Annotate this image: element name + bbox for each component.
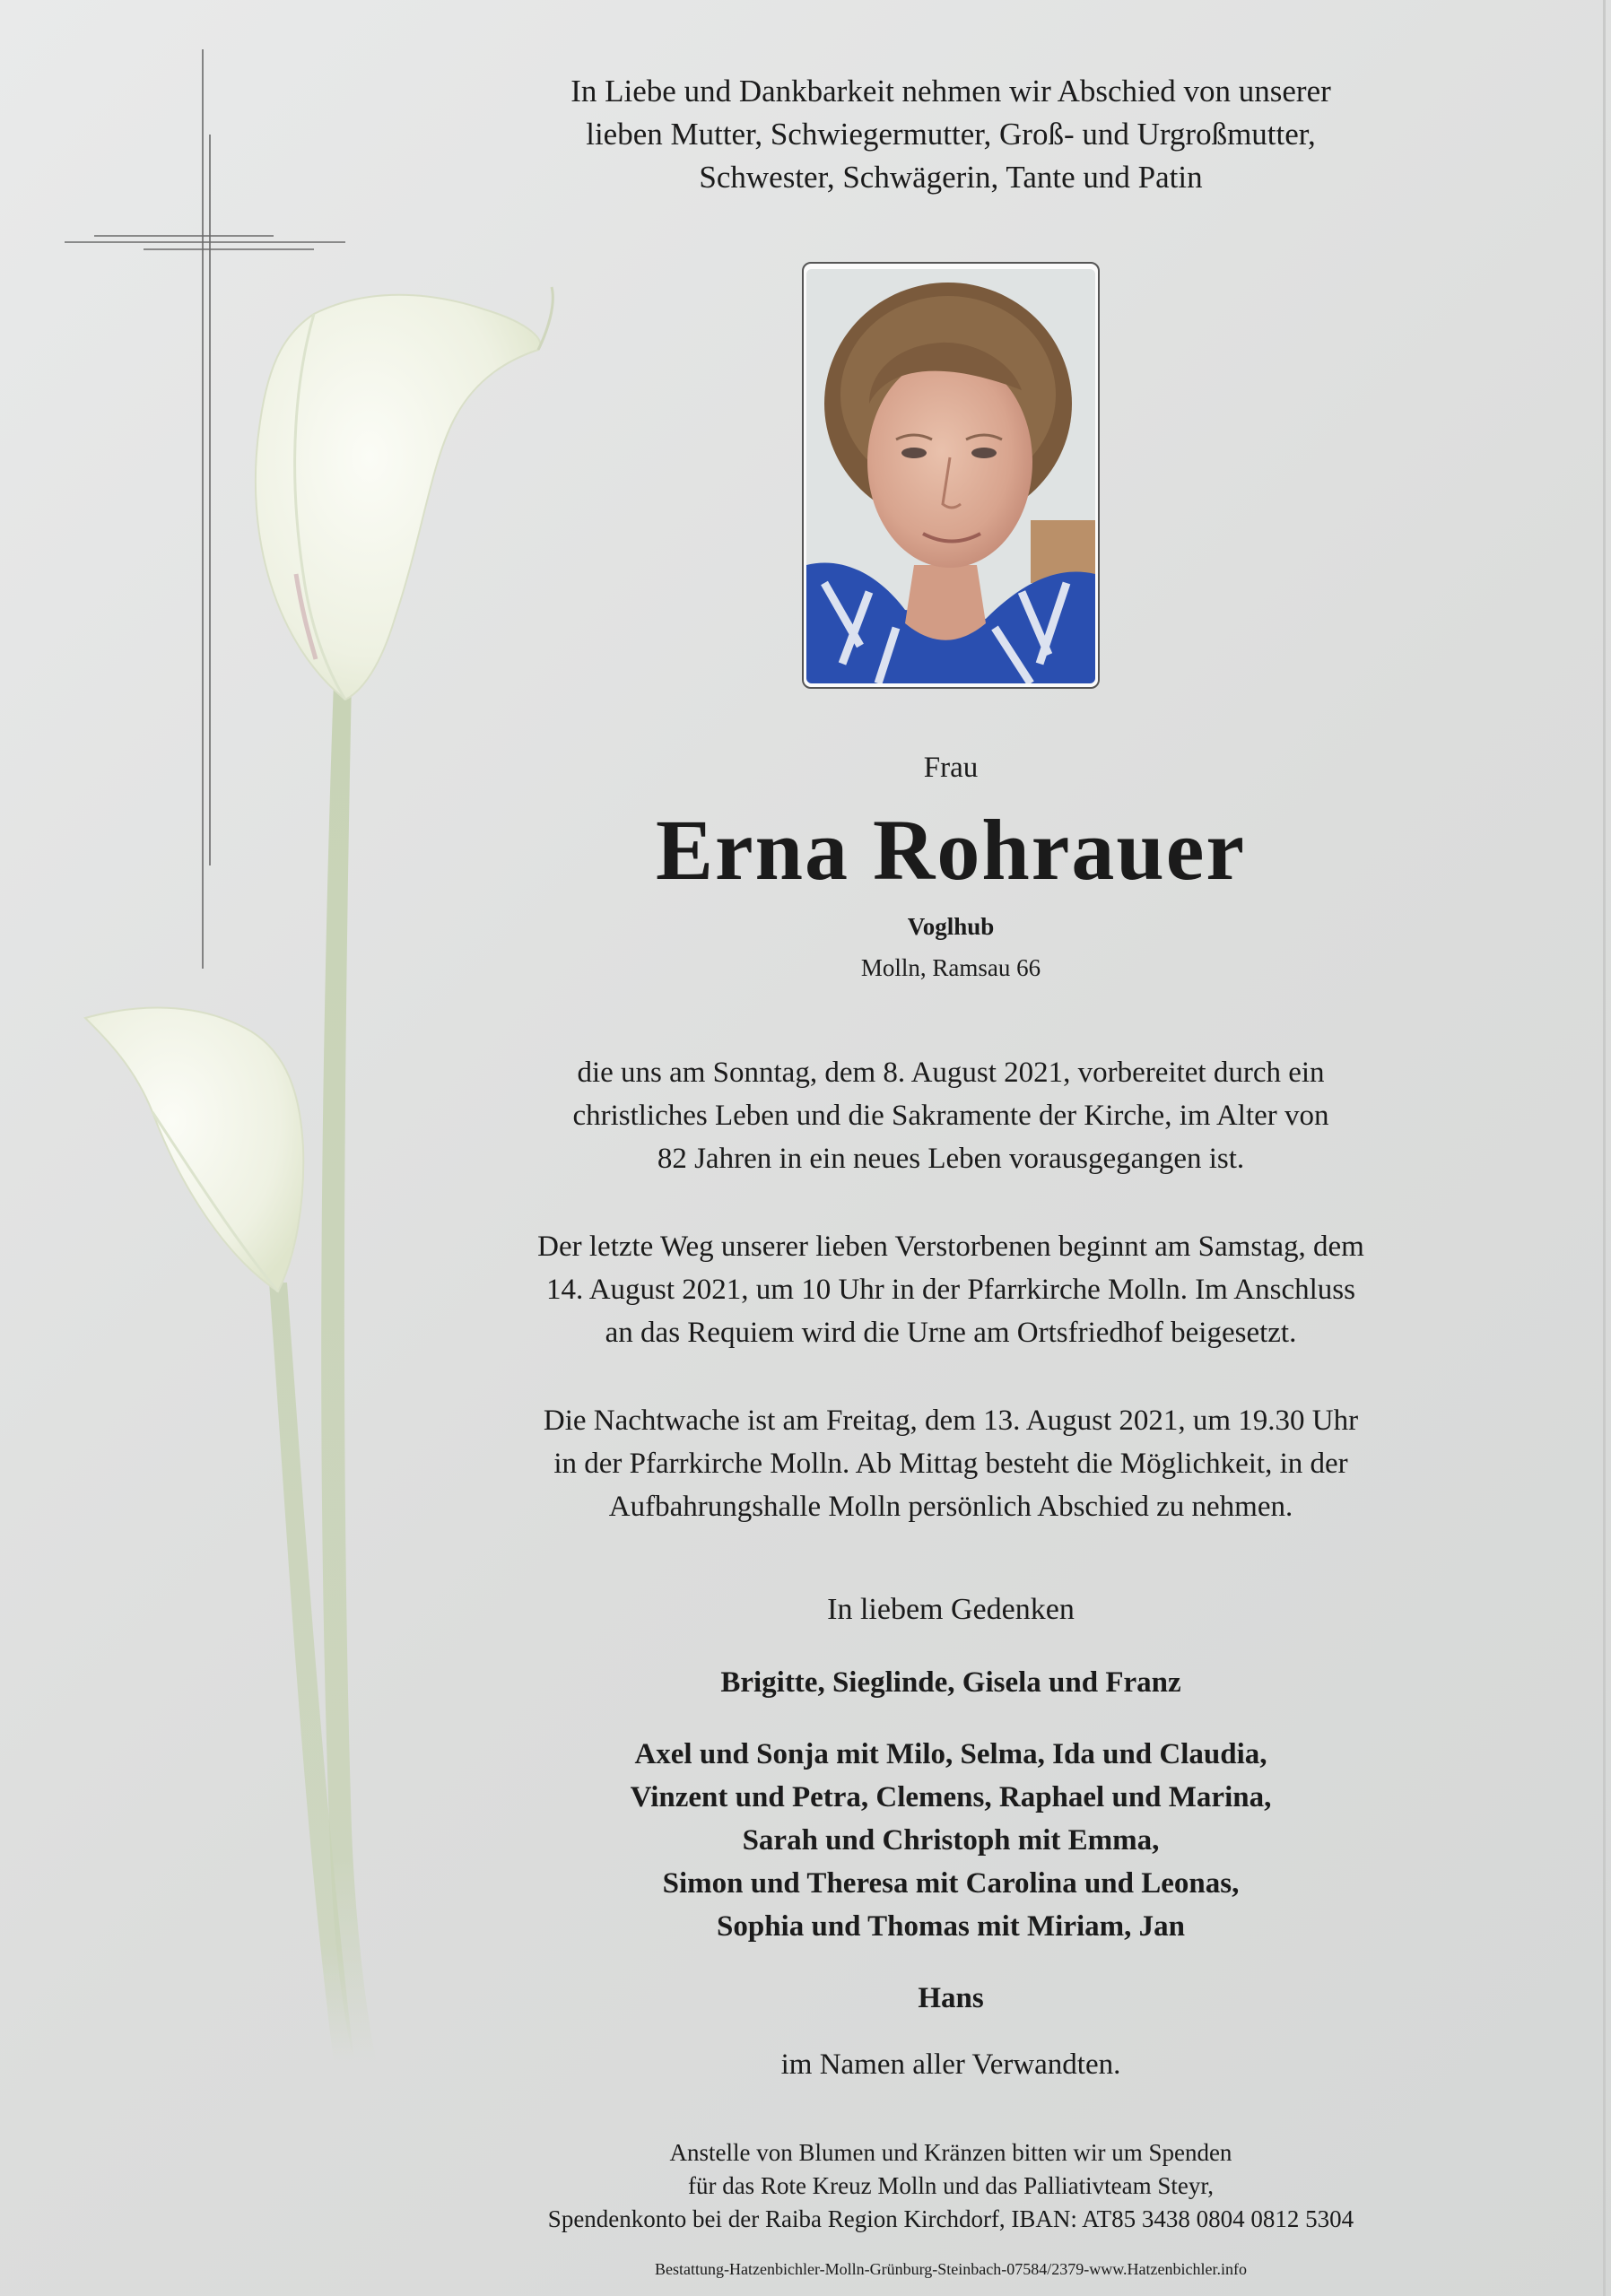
- vigil-paragraph: [377, 1399, 1525, 1528]
- donation-line: Anstelle von Blumen und Kränzen bitten wir um Spenden: [669, 2139, 1232, 2166]
- text-line: Aufbahrungshalle Molln persönlich Abschied zu nehmen.: [608, 1491, 1293, 1523]
- family-line: Simon und Theresa mit Carolina und Leonas,: [662, 1867, 1240, 1900]
- family-children: Brigitte, Sieglinde, Gisela und Franz: [720, 1666, 1181, 1699]
- intro-line: Schwester, Schwägerin, Tante und Patin: [699, 160, 1203, 195]
- text-line: in der Pfarrkirche Molln. Ab Mittag besteht die Möglichkeit, in der: [553, 1448, 1348, 1480]
- donation-notice: [377, 2136, 1525, 2236]
- text-line: Der letzte Weg unserer lieben Verstorbenen beginnt am Samstag, dem: [537, 1231, 1364, 1263]
- in-memory-heading: In liebem Gedenken: [827, 1593, 1075, 1626]
- text-line: 82 Jahren in ein neues Leben vorausgegangen ist.: [657, 1143, 1245, 1175]
- death-notice-paragraph: [377, 1051, 1525, 1180]
- salutation: Frau: [923, 752, 979, 784]
- portrait-photo: [806, 269, 1095, 683]
- family-line: Sarah und Christoph mit Emma,: [742, 1824, 1160, 1857]
- intro-line: lieben Mutter, Schwiegermutter, Groß- und Urgroßmutter,: [586, 117, 1316, 152]
- donation-line: Spendenkonto bei der Raiba Region Kirchdorf, IBAN: AT85 3438 0804 0812 5304: [547, 2205, 1354, 2232]
- text-line: 14. August 2021, um 10 Uhr in der Pfarrkirche Molln. Im Anschluss: [546, 1274, 1355, 1306]
- text-line: christliches Leben und die Sakramente der Kirche, im Alter von: [572, 1100, 1329, 1132]
- text-line: Die Nachtwache ist am Freitag, dem 13. August 2021, um 19.30 Uhr: [543, 1405, 1359, 1437]
- text-line: die uns am Sonntag, dem 8. August 2021, vorbereitet durch ein: [577, 1057, 1325, 1089]
- donation-line: für das Rote Kreuz Molln und das Palliativteam Steyr,: [687, 2172, 1215, 2199]
- text-line: an das Requiem wird die Urne am Ortsfriedhof beigesetzt.: [605, 1317, 1297, 1349]
- funeral-paragraph: [377, 1225, 1525, 1354]
- address: Molln, Ramsau 66: [860, 954, 1041, 981]
- deceased-name: Erna Rohrauer: [656, 802, 1246, 898]
- page-edge: [1603, 0, 1606, 2296]
- family-line: Axel und Sonja mit Milo, Selma, Ida und Claudia,: [634, 1738, 1267, 1770]
- family-line: Sophia und Thomas mit Miriam, Jan: [716, 1910, 1185, 1943]
- funeral-home-footer: Bestattung-Hatzenbichler-Molln-Grünburg-Steinbach-07584/2379-www.Hatzenbichler.info: [655, 2260, 1247, 2278]
- intro-line: In Liebe und Dankbarkeit nehmen wir Abschied von unserer: [570, 74, 1331, 109]
- intro-text: [377, 70, 1525, 199]
- family-grandchildren: [377, 1733, 1525, 1948]
- house-name: Voglhub: [907, 913, 995, 940]
- family-sibling: Hans: [918, 1982, 984, 2014]
- family-line: Vinzent und Petra, Clemens, Raphael und Marina,: [630, 1781, 1272, 1813]
- on-behalf-line: im Namen aller Verwandten.: [780, 2048, 1121, 2081]
